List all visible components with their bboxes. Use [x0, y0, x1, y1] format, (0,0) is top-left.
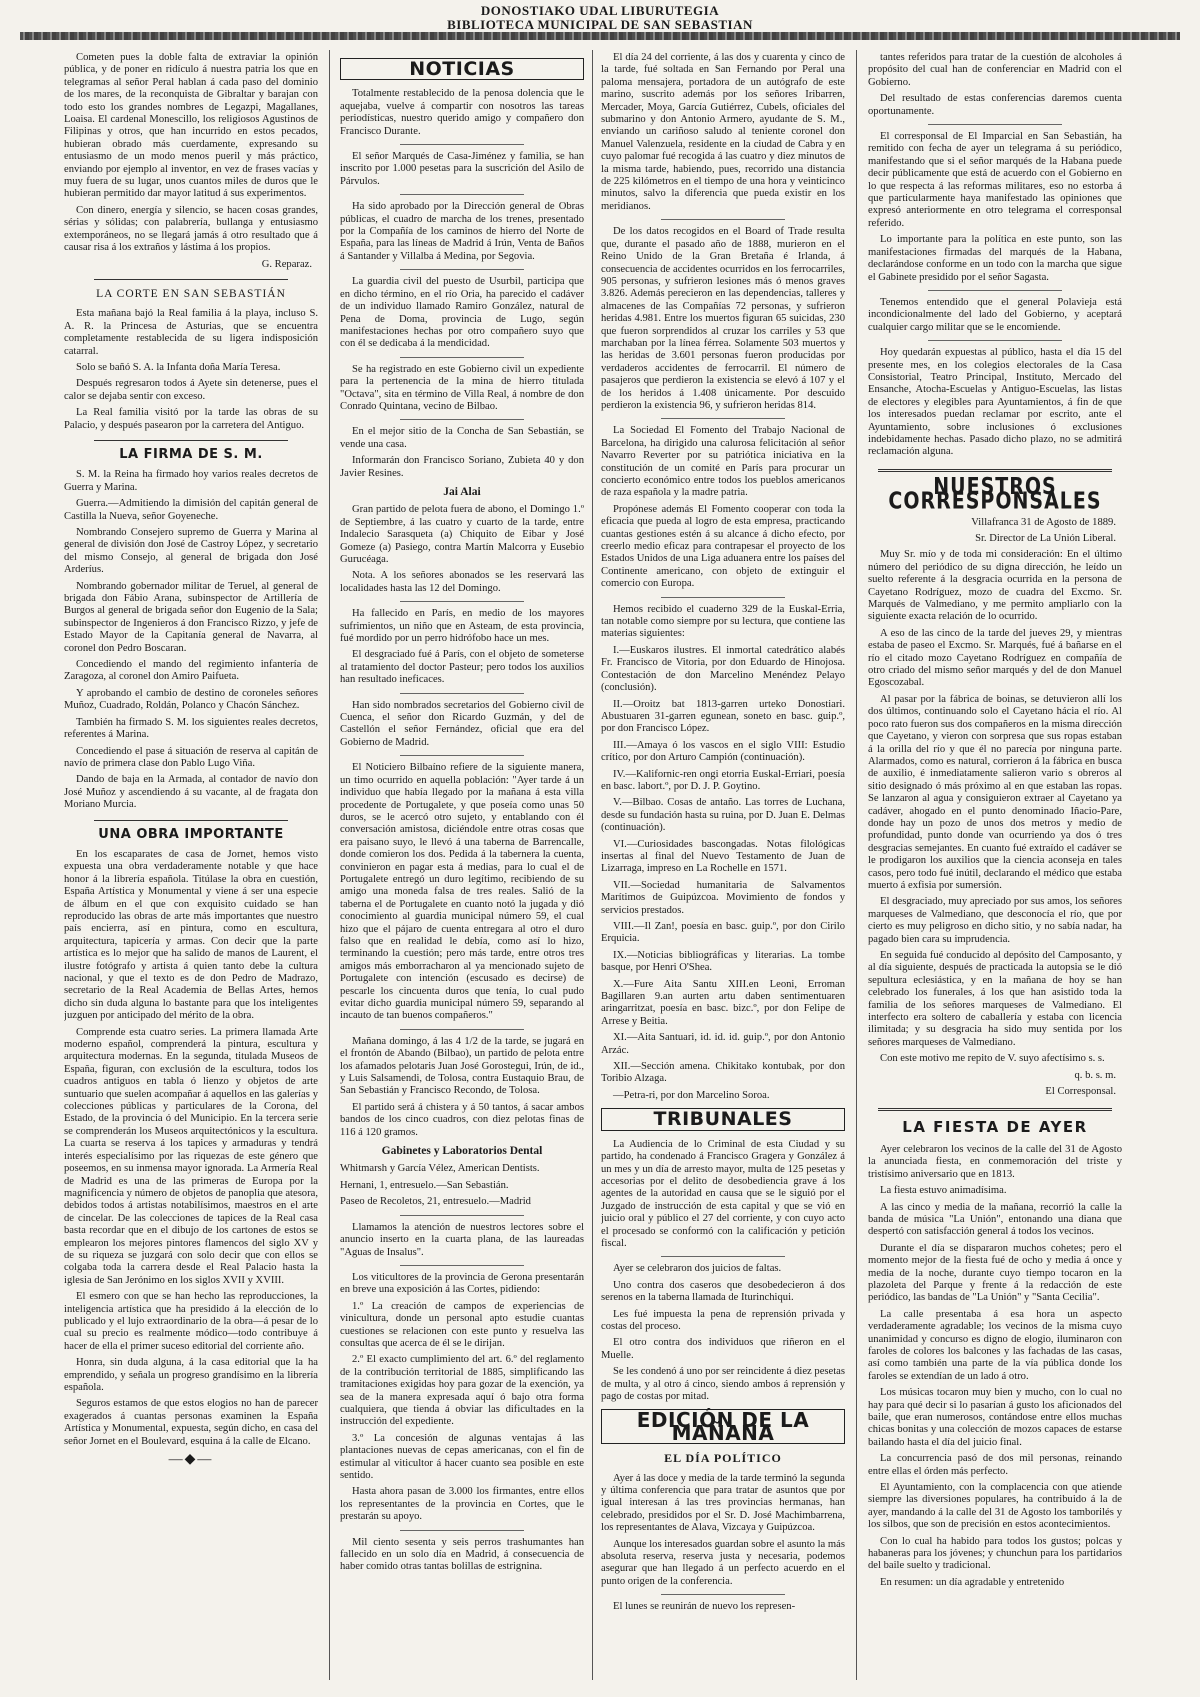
news-item: Llamamos la atención de nuestros lectores sobre el anuncio inserto en la cuarta plana, de las laureadas "Aguas de Insalus".: [340, 1221, 584, 1258]
item-divider: [400, 357, 524, 358]
contents-item: IV.—Kalifornic-ren ongi etorria Euskal-Erriari, poesía en basc. labort.º, por D. J. P. Goytino.: [601, 768, 845, 792]
archive-name: DONOSTIAKO UDAL LIBURUTEGIA: [480, 3, 720, 18]
news-item: Ayer á las doce y media de la tarde terminó la segunda y última conferencia que para tratar de asuntos que por igual interesan á las tres provincias hermanas, han celebrado, presididos por el Sr. D. José Machimbarrena, los representantes de Alava, Vizcaya y Guipúzcoa.: [601, 1472, 845, 1534]
advert-line: Hernani, 1, entresuelo.—San Sebastián.: [340, 1179, 509, 1191]
news-item: Nota. A los señores abonados se les reservará las localidades hasta las 12 del Domingo.: [340, 570, 584, 594]
letter-paragraph: Con este motivo me repito de V. suyo afectísimo s. s.: [880, 1053, 1105, 1065]
news-item: El día 24 del corriente, á las dos y cuarenta y cinco de la tarde, fué soltada en San Fernando por Peral una paloma mensajera, portadora de un autógrafo de este marino, suscrito además por los señores Iribarren, Mercader, Moya, García Gutiérrez, Cubels, oficiales del submarino y don Antonio Armero, ayudante de S. M., enviando un cariñoso saludo al teniente coronel don Manuel Valenzuela, residente en la ciudad de Cabra y en cuyo palomar fué recogida á las cuatro y diez minutos de la misma tarde, habiendo, pues, recorrido una distancia de 225 kilómetros en el tiempo de una hora y veinticinco minutos, salvo la diferencia que pueda existir en los meridianos.: [601, 52, 845, 212]
article-paragraph: Durante el día se dispararon muchos cohetes; pero el momento mejor de la fiesta fué de ocho y media á once y media de la noche, durante cuyo tiempo tocaron en la plazoleta del Parque y frente á la redacción de este periódico, las bandas de "La Unión" y "Santa Cecilia".: [868, 1242, 1122, 1304]
section-heading-firma: LA FIRMA DE S. M.: [119, 446, 263, 462]
article-paragraph: Cometen pues la doble falta de extraviar la opinión pública, y de poner en ridículo á nuestra patria los que en telegramas al señor Peral hablan á cada paso del dominio de los mares, de la reconquista de Gibraltar y barajan con todo esto los grandes nombres de Legazpi, Magallanes, Loaisa. El cardenal Monescillo, los religiosos Agustinos de Filipinas y otros, que han incurrido en estos pecados, hubieran obrado más cuerdamente, expresando su entusiasmo de un modo menos pueril y más práctico, enviando por ejemplo al inventor, en vez de frases vacías y muy fuera de su lugar, unos cuantos miles de duros que le hubieran permitido dar mayor latitud á sus experimentos.: [64, 52, 318, 200]
news-item: Les fué impuesta la pena de reprensión privada y costas del proceso.: [601, 1308, 845, 1332]
article-paragraph: Los músicas tocaron muy bien y mucho, con lo cual no hay para qué decir si lo pasarían á gusto los aficionados del baile, que eran numerosos, contándose entre ellos muchas chicas bonitas y una colección de mozos capaces de estarse bailando hasta el día del juicio final.: [868, 1387, 1122, 1448]
article-paragraph: Seguros estamos de que estos elogios no han de parecer exagerados á cuantas personas examinen la España Artística y Monumental, expuesta, según dicho, en casa del señor Jornet en el Boulevard, esquina á la calle de Elcano.: [64, 1398, 318, 1447]
article-paragraph: Solo se bañó S. A. la Infanta doña María Teresa.: [76, 361, 281, 373]
article-paragraph: El esmero con que se han hecho las reproducciones, la inteligencia artística que ha presidido á la elección de lo publicado y el lujo extraordinario de la obra—á pesar de lo cual su precio es realmente módico—todo contribuye á hacer de ella el primer suceso editorial del corriente año.: [64, 1291, 318, 1352]
article-paragraph: Concediendo el pase á situación de reserva al capitán de navío de primera clase don Pablo Lugo Viña.: [64, 745, 318, 769]
article-paragraph: Honra, sin duda alguna, á la casa editorial que la ha emprendido, y señala un progreso grandísimo en la librería española.: [64, 1357, 318, 1393]
news-item: La Sociedad El Fomento del Trabajo Nacional de Barcelona, ha dirigido una calurosa felicitación al señor Navarro Reverter por su patriótica iniciativa en la constitución de un comité en París para procurar un concierto económico entre todos los pueblos americanos de raza española y la madre patria.: [601, 425, 845, 499]
article-paragraph: Nombrando Consejero supremo de Guerra y Marina al general de división don José de Castroy López, y secretario del mismo Consejo, al general de brigada don José Arderíus.: [64, 527, 318, 576]
news-item: Aunque los interesados guardan sobre el asunto la más absoluta reserva, reserva justa y necesaria, podemos asegurar que han llegado á un perfecto acuerdo en el punto origen de la conferencia.: [601, 1538, 845, 1587]
item-divider: [400, 601, 524, 602]
article-paragraph: Nombrando gobernador militar de Teruel, al general de brigada don Fábio Arana, subinspector de Artillería de Burgos al general de brigada señor don Eugenio de la Sala; subinspector de Ingenieros á don Francisco Rizzo, y jefe de Estado Mayor de la Capitanía general de Navarra, al coronel don Pedro Boscaran.: [64, 580, 318, 654]
news-item: El señor Marqués de Casa-Jiménez y familia, se han inscrito por 1.000 pesetas para la suscrición del Asilo de Párvulos.: [340, 151, 584, 187]
news-item: Del resultado de estas conferencias daremos cuenta oportunamente.: [868, 93, 1122, 117]
column-2: [340, 52, 584, 1677]
article-paragraph: En resumen: un día agradable y entretenido: [880, 1576, 1065, 1588]
news-item: 2.º El exacto cumplimiento del art. 6.º del reglamento de la contribución territorial de 1885, simplificando las tramitaciones exigidas hoy para gozar de la exención, ya sea de la manera expresada aquí ó bajo otra forma cualquiera, que tienda á obviar las dificultades en la instrucción del expediente.: [340, 1354, 584, 1428]
news-item: Ha sido aprobado por la Dirección general de Obras públicas, el cuadro de marcha de los trenes, presentado por la Compañía de los caminos de hierro del Norte de España, para las líneas de Madrid á Irún, Venta de Baños á Santander y Villalba á Medina, por Segovia.: [340, 201, 584, 262]
news-item: El Noticiero Bilbaíno refiere de la siguiente manera, un timo ocurrido en aquella población: "Ayer tarde á un individuo que había llegado por la mañana á esta villa procedente de Portugalete, y que poseía como unas 50 duros, se le acercó otro sujeto, y entablando con él conversación amistosa, diciéndole entre otras cosas que era paisano suyo, le llevó á una taberna de Barrencalle, donde comieron los dos. Pedida á la tabernera la cuenta, convinieron en pagar esta á medias, para lo cual el de Portugalete entregó un duro legítimo, recibiendo de su amigo una moneda falsa de tres reales. Salió de la taberna el de Portugalete en cuanto notó la jugada y dió conocimiento al guardia municipal número 59, el cual hizo que el pájaro de cuenta entregara al otro el duro falso que en realidad le debía, como así lo hizo, terminando la cuestión; pero más tarde, entre otros tres amigos más emborracharon al ya mencionado sujeto de Portugalete con intención (escusado es decirse) de pescarle los cincuenta duros que tenía, lo cual pudo evitar dicho guardia municipal número 59, separando al incauto de tan buenos compañeros.": [340, 762, 584, 1022]
item-divider: [400, 419, 524, 420]
item-divider: [400, 1265, 524, 1266]
section-heading-fiesta: LA FIESTA DE AYER: [902, 1118, 1088, 1137]
item-divider: [928, 290, 1062, 291]
news-item: 3.º La concesión de algunas ventajas á las plantaciones nuevas de cepas americanas, con el fin de estimular al viticultor á hacer cuanto sea posible en este sentido.: [340, 1432, 584, 1481]
news-item: Tenemos entendido que el general Polavieja está incondicionalmente del lado del Gobierno, y aceptará cualquier cargo militar que se le encomiende.: [868, 296, 1122, 333]
letter-salutation: Sr. Director de La Unión Liberal.: [975, 533, 1116, 544]
article-paragraph: Guerra.—Admitiendo la dimisión del capitán general de Castilla la Nueva, señor Goyeneche.: [64, 498, 318, 522]
contents-item: III.—Amaya ó los vascos en el siglo VIII: Estudio crítico, por don Arturo Campión (continuación).: [601, 739, 845, 764]
article-paragraph: La calle presentaba á esa hora un aspecto verdaderamente agradable; los vecinos de la misma cuyo unanimidad y concurso es digno de elogio, iluminaron con faroles de colores los balcones y las fachadas de las casas, así como también una parte de la vía pública donde los faroles se extendían de un lado á otro.: [868, 1308, 1122, 1382]
article-paragraph: Comprende esta cuatro series. La primera llamada Arte moderno español, comprenderá la pintura, escultura y arquitectura modernas. En la segunda, titulada Museos de España, figuran, con exclusión de la escultura, todos los cuadros antiguos en tabla ó lienzo y objetos de arte suntuario que suelen acompañar á aquellos en las galerías y colecciones públicas y particulares de la Corona, del Estado, de la provincia ó del Municipio. En la tercera serie se comprenderán los Museos arquitectónicos y la escultura. La cuarta se reserva á los tapices y armaduras y tendrá interés especialísimo por las riquezas de este género que poseemos, en su inmensa mayor ignorada. La Armería Real de Madrid es una de las primeras de Europa por la magnificencia y número de objetos de panoplia que atesora, debidos todos á artistas notabilísimos, maestros en el arte de cincelar. De las colecciones de tapices de la Real casa basta recordar que en el dibujo de los cartones de estos se emplearon los mejores pintores flamencos del siglo XV y de su riqueza se juzgará con solo decir que con ellos se colgaba toda la carrera desde el Real Palacio hasta la iglesia de San Jerónimo en los siglos XVII y XVIII.: [64, 1026, 318, 1286]
news-item: El corresponsal de El Imparcial en San Sebastián, ha remitido con fecha de ayer un telegrama á su periódico, manifestando que si el señor marqués de la Habana puede decir públicamente que está de acuerdo con el Gobierno en lo que respecta á las reformas militares, eso no estorba á que particularmente haya manifestado las opiniones que expresó anteriormente en otro telegrama el corresponsal referido.: [868, 131, 1122, 229]
news-item: Totalmente restablecido de la penosa dolencia que le aquejaba, vuelve á compartir con nosotros las tareas periodísticas, nuestro querido amigo y compañero don Francisco Durante.: [340, 88, 584, 137]
news-item: Han sido nombrados secretarios del Gobierno civil de Cuenca, el señor don Ricardo Guzmán, y del de Castellón el señor Fernández, oficial que era del Gobierno de Madrid.: [340, 699, 584, 748]
news-item: 1.º La creación de campos de experiencias de vinicultura, donde un personal apto estudie cuantas cuestiones se relacionen con este punto y resuelva las consultas que acerca de él se le dirijan.: [340, 1300, 584, 1349]
end-flourish: —◆—: [168, 1452, 214, 1468]
article-paragraph: Después regresaron todos á Ayete sin detenerse, pues el calor se dejaba sentir con exceso.: [64, 378, 318, 402]
section-divider: [878, 469, 1112, 472]
news-item: Mañana domingo, á las 4 1/2 de la tarde, se jugará en el frontón de Abando (Bilbao), un partido de pelota entre los afamados pelotaris Juan José Gorostegui, Irún, de id., y Luis Salsamendi, de Tolosa, contra Eustaquio Brau, de San Sebastián y Francisco Recondo, de Tolosa.: [340, 1035, 584, 1097]
item-divider: [661, 219, 785, 220]
news-item: Hoy quedarán expuestas al público, hasta el día 15 del presente mes, en los colegios electorales de la Casa Consistorial, Teatro Principal, Instituto, Mercado del Ensanche, Atocha-Escuelas y Antiguo-Escuelas, las listas de electores y elegibles para Ayuntamientos, á fin de que los interesados puedan reclamar por escrito, ante el Ayuntamiento, sobre inclusiones ó exclusiones indebidamente hechas. Pasado dicho plazo, no se admitirá reclamación alguna.: [868, 347, 1122, 458]
article-signature: G. Reparaz.: [261, 258, 312, 270]
news-item: Hemos recibido el cuaderno 329 de la Euskal-Erria, tan notable como siempre por su lectura, que contiene las materias siguientes:: [601, 603, 845, 640]
news-item: De los datos recogidos en el Board of Trade resulta que, durante el pasado año de 1888, murieron en el Reino Unido de la Gran Bretaña é Irlanda, á consecuencia de accidentes ocurridos en los ferrocarriles, 905 personas, y sufrieron lesiones más ó menos graves 3.826. Además perecieron en las dependencias, talleres y almacenes de las Compañías 72 personas, y sufrieron heridas 4.981. Entre los muertos figuran 65 suicidas, 230 que fueron sorprendidos al cruzar los carriles y 53 que marchaban por la línea férrea. Solamente 503 muertos y las heridas de 3.601 personas fueron producidas por verdaderos accidentes de ferrocarril. El número de pasajeros que perdieron la existencia se elevó á 107 y el de los heridos á 1.408 únicamente. Por descuido perdieron la existencia 96, y sufrieron heridas 814.: [601, 226, 845, 411]
article-paragraph: También ha firmado S. M. los siguientes reales decretos, referentes á Marina.: [64, 716, 318, 741]
item-divider: [400, 1029, 524, 1030]
item-divider: [928, 124, 1062, 125]
library-name: BIBLIOTECA MUNICIPAL DE SAN SEBASTIAN: [447, 17, 753, 32]
letter-signature: El Corresponsal.: [1045, 1086, 1116, 1098]
news-item: El desgraciado fué á París, con el objeto de someterse al tratamiento del doctor Pasteur; pero todos los auxilios han resultado ineficaces.: [340, 649, 584, 686]
contents-item: XI.—Aita Santuari, id. id. id. guip.º, por don Antonio Arzác.: [601, 1032, 845, 1056]
news-item: Informarán don Francisco Soriano, Zubieta 40 y don Javier Resines.: [340, 455, 584, 479]
article-paragraph: La fiesta estuvo animadísima.: [880, 1185, 1007, 1197]
letter-paragraph: Muy Sr. mío y de toda mi consideración: En el último número del periódico de su digna dirección, he leído un suelto referente á la desgracia ocurrida en la persona de Cayetano Rodríguez, mozo de cuadra del Excmo. Sr. Marqués de Valmediano, y me permito ampliarlo con la siguiente exacta relación de lo ocurrido.: [868, 549, 1122, 623]
section-divider: [94, 440, 288, 441]
letter-closing: q. b. s. m.: [1074, 1069, 1116, 1081]
contents-item: VIII.—Il Zan!, poesía en basc. guip.º, por don Cirilo Erquicia.: [601, 921, 845, 945]
article-paragraph: En los escaparates de casa de Jornet, hemos visto expuesta una obra verdaderamente notable y que hace honor á la librería española. Titúlase la obra en cuestión, España Artística y Monumental y viene á ser una especie de álbum en el que con exquisito cuidado se han reproducido las obras de arte más importantes que nuestro país encierra, así en pintura, como en escultura, arquitectura, tapicería y armas. Con decir que la parte artística es lo mejor que ha salido de manos de Laurent, el ilustre fotógrafo y artista á quien tanto debe la cultura nacional, y que el texto es de don Pedro de Madrazo, secretario de la Real Academia de Bellas Artes, hemos dicho sin duda alguna lo bastante para que los inteligentes juzguen por anticipado del mérito de la obra.: [64, 848, 318, 1022]
column-3: [601, 52, 845, 1677]
item-divider: [400, 1530, 524, 1531]
section-heading-corte: LA CORTE EN SAN SEBASTIÁN: [96, 287, 286, 300]
article-paragraph: La Real familia visitó por la tarde las obras de su Palacio, y después pasearon por la carretera del Antiguo.: [64, 407, 318, 431]
news-item: Uno contra dos caseros que desobedecieron á dos serenos en la taberna llamada de Iturinchiqui.: [601, 1279, 845, 1304]
advert-line: Whitmarsh y García Vélez, American Dentists.: [340, 1163, 540, 1175]
section-heading-noticias: NOTICIAS: [340, 58, 584, 80]
news-item: La Audiencia de lo Criminal de esta Ciudad y su partido, ha condenado á Francisco Gragera y González á un mes y un día de arresto mayor, multa de 125 pesetas y accesorias por el delito de desobediencia grave á los agentes de la autoridad en causa que se le siguió por el Juzgado de instrucción de esta capital y que se vió en juicio oral y público el 27 del corriente, y con cuyo acto el procesado se conformó con la calificación y petición fiscal.: [601, 1138, 845, 1249]
news-item: El lunes se reunirán de nuevo los represen-: [613, 1601, 796, 1613]
article-paragraph: Con dinero, energía y silencio, se hacen cosas grandes, sérias y sólidas; con palabrería, bullanga y entusiasmo extemporáneos, no se llegará jamás á otro resultado que á causar risa á los extraños y lástima á los propios.: [64, 204, 318, 254]
letter-paragraph: A eso de las cinco de la tarde del jueves 29, y mientras estaba de paseo el Excmo. Sr. Marqués, fué á bañarse en el río el citado mozo Cayetano Rodríguez en compañía de otro criado del mismo señor marqués y del de don Manuel Egoscozabal.: [868, 627, 1122, 689]
column-1: [64, 52, 318, 1677]
article-paragraph: Y aprobando el cambio de destino de coroneles señores Muñoz, Cuadrado, Roldán, Polanco y Chacón Sánchez.: [64, 687, 318, 712]
article-paragraph: La concurrencia pasó de dos mil personas, reinando entre ellas el órden más perfecto.: [868, 1453, 1122, 1477]
article-paragraph: Dando de baja en la Armada, al contador de navío don José Muñoz y ascendiendo á su vacante, al de fragata don Moriano Murcia.: [64, 774, 318, 811]
section-heading-jai-alai: Jai Alai: [443, 485, 481, 498]
item-divider: [661, 1256, 785, 1257]
news-item: El partido será á chistera y á 50 tantos, á sacar ambos bandos de los cinco cuadros, con diez pelotas finas de 116 á 120 gramos.: [340, 1101, 584, 1138]
letter-dateline: Villafranca 31 de Agosto de 1889.: [971, 516, 1116, 528]
item-divider: [400, 194, 524, 195]
letter-paragraph: El desgraciado, muy apreciado por sus amos, los señores marqueses de Valmediano, que desconocía el río, que por cierto es muy peligroso en dicho sitio, y no sabía nadar, ha pagado bien cara su imprudencia.: [868, 896, 1122, 945]
contents-item: II.—Oroitz bat 1813-garren urteko Donostiari. Abustuaren 31-garren egunean, soneto en basc. guip.º, por don Francisco López.: [601, 698, 845, 735]
archive-header: [0, 4, 1200, 32]
section-heading-obra: UNA OBRA IMPORTANTE: [98, 826, 284, 842]
article-paragraph: El Ayuntamiento, con la complacencia con que atiende siempre las diversiones populares, ha contribuido á la de ayer, mandando á la calle del 31 de Agosto los tamborilés y los silbos, que son de precisión en estos acontecimientos.: [868, 1482, 1122, 1531]
section-heading-edicion: EDICIÓN DE LA MAÑANA: [601, 1409, 845, 1444]
news-item: En el mejor sitio de la Concha de San Sebastián, se vende una casa.: [340, 426, 584, 450]
item-divider: [400, 144, 524, 145]
item-divider: [928, 340, 1062, 341]
section-divider: [878, 1108, 1112, 1111]
letter-paragraph: En seguida fué conducido al depósito del Camposanto, y al día siguiente, después de practicada la autopsia se le dió sepultura eclesiástica, y en la mañana de hoy se han celebrado los funerales, á los que han asistido toda la familia de los señores marqueses de Valmediano. El interfecto era soltero de caballería y estaba con licencia ilimitada; y su desgracia ha sido muy sentida por los señores marqueses de Valmediano.: [868, 950, 1122, 1048]
section-divider: [94, 820, 288, 821]
news-item: Mil ciento sesenta y seis perros trashumantes han fallecido en un solo día en Madrid, á consecuencia de haber comido otras tantas bolillas de estrignina.: [340, 1536, 584, 1573]
news-item: Se ha registrado en este Gobierno civil un expediente para la pertenencia de la mina de hierro titulada "Octava", sita en término de Villa Real, á nombre de don Conrado Quintana, vecino de Bilbao.: [340, 363, 584, 412]
contents-item: I.—Euskaros ilustres. El inmortal catedrático alabés Fr. Francisco de Vitoria, por don Eduardo de Hinojosa. Contestación de don Marcelino Menéndez Pelayo (conclusión).: [601, 644, 845, 694]
contents-item: XII.—Sección amena. Chikitako kontubak, por don Toribio Alzaga.: [601, 1061, 845, 1085]
news-item: tantes referidos para tratar de la cuestión de alcoholes á propósito del cual han de conferenciar en Madrid con el Gobierno.: [868, 52, 1122, 88]
item-divider: [400, 693, 524, 694]
contents-item: —Petra-ri, por don Marcelino Soroa.: [613, 1089, 770, 1101]
news-item: Hasta ahora pasan de 3.000 los firmantes, entre ellos los representantes de la provincia en Cortes, que le prestarán su apoyo.: [340, 1486, 584, 1523]
news-item: Los viticultores de la provincia de Gerona presentarán en breve una exposición á las Cortes, pidiendo:: [340, 1271, 584, 1296]
section-divider: [94, 279, 288, 280]
section-heading-tribunales: TRIBUNALES: [601, 1108, 845, 1130]
article-paragraph: Con lo cual ha habido para todos los gustos; polcas y habaneras para los jóvenes; y chunchun para los partidarios del baile suelto y tradicional.: [868, 1535, 1122, 1572]
column-rule: [856, 50, 857, 1680]
section-heading-corresponsales: NUESTROS CORRESPONSALES: [888, 473, 1102, 515]
news-item: Propónese además El Fomento cooperar con toda la eficacia que pueda al logro de esta empresa, practicando cuantas gestiones estén á su alcance á dicho efecto, por creerlo medio eficaz para contrapesar el proyecto de los Estados Unidos de una Liga aduanera entre los países del Continente americano, con objeto de extinguir el comercio con Europa.: [601, 503, 845, 590]
article-paragraph: Ayer celebraron los vecinos de la calle del 31 de Agosto la anunciada fiesta, en conmemoración del triste y tristísimo aniversario que en 1813.: [868, 1143, 1122, 1180]
item-divider: [661, 418, 785, 419]
advert-line: Paseo de Recoletos, 21, entresuelo.—Madrid: [340, 1196, 531, 1208]
article-paragraph: Esta mañana bajó la Real familia á la playa, incluso S. A. R. la Princesa de Asturias, que se encuentra completamente restablecida de su ligera indisposición catarral.: [64, 308, 318, 357]
column-rule: [329, 50, 330, 1680]
masthead-band: [20, 32, 1180, 40]
column-rule: [592, 50, 593, 1680]
item-divider: [661, 1594, 785, 1595]
contents-item: VI.—Curiosidades bascongadas. Notas filológicas insertas al final del Nuevo Testamento de Juan de Lizarraga, impreso en La Rochelle en 1571.: [601, 838, 845, 875]
contents-item: VII.—Sociedad humanitaria de Salvamentos Marítimos de Guipúzcoa. Movimiento de fondos y servicios prestados.: [601, 879, 845, 916]
news-item: Ha fallecido en París, en medio de los mayores sufrimientos, un niño que en Asteam, de esta provincia, fué mordido por un perro hidrófobo hace un mes.: [340, 608, 584, 645]
item-divider: [400, 1215, 524, 1216]
news-item: Gran partido de pelota fuera de abono, el Domingo 1.º de Septiembre, á las cuatro y cuarto de la tarde, entre Indalecio Sarasqueta (a) Chiquito de Eibar y José Gomeze (a) Pasiego, contra Martín Malcorra y Eusebio Gurucéaga.: [340, 504, 584, 565]
article-paragraph: A las cinco y media de la mañana, recorrió la calle la banda de música "La Unión", entonando una diana que despertó con satisfacción general á todos los vecinos.: [868, 1201, 1122, 1238]
article-paragraph: S. M. la Reina ha firmado hoy varios reales decretos de Guerra y Marina.: [64, 469, 318, 493]
contents-item: X.—Fure Aita Santu XIII.en Leoni, Erroman Bagillaren 9.an aurten artu daben sentimentuaren aringarritzat, poesía en basc. bizc.º, por don Felipe de Arrese y Beitia.: [601, 978, 845, 1027]
section-heading-gabinetes: Gabinetes y Laboratorios Dental: [381, 1145, 543, 1158]
news-item: Ayer se celebraron dos juicios de faltas.: [613, 1263, 782, 1275]
item-divider: [400, 269, 524, 270]
item-divider: [661, 597, 785, 598]
item-divider: [400, 755, 524, 756]
article-paragraph: Concediendo el mando del regimiento infantería de Zaragoza, al coronel don Amiro Paifueta.: [64, 659, 318, 683]
news-item: La guardia civil del puesto de Usurbil, participa que en dicho término, en el río Oria, ha parecido el cadáver de un individuo llamado Ramiro González, natural de Pena de Doma, provincia de Lugo, según manifestaciones hechas por otro compañero suyo que con él se dedicaba á la mendicidad.: [340, 276, 584, 350]
news-item: Se les condenó á uno por ser reincidente á diez pesetas de multa, y al otro á cinco, siendo ambos á reprensión y pago de costas por mitad.: [601, 1366, 845, 1402]
news-item: Lo importante para la política en este punto, son las manifestaciones firmadas del marqués de la Habana, declarándose conforme en un todo con la marcha que sigue el Gabinete presidido por el señor Sagasta.: [868, 234, 1122, 283]
letter-paragraph: Al pasar por la fábrica de boinas, se detuvieron allí los dos últimos, continuando solo el Cayetano hácia el río. Al poco rato fueron sus dos compañeros en la misma dirección que Cayetano, y vieron con sorpresa que sus ropas estaban á la orilla del río y que él no parecía por ninguna parte. Alarmados, como es natural, corrieron á la fábrica en busca de auxilio, é inmediatamente salieron vario s obreros al sitio designado ó más próximo al en que estaban las ropas. Se lanzaron al agua y consiguieron extraer al Cayetano ya cadáver, ahogado en el punto denominado Iñacio-Pare, donde hay un pozo de unos dos metros y medio de profundidad, punto donde van ocurriendo ya dos ó tres desgracias semejantes. En cuanto fué extraído el cadáver se le prodigaron los auxilios que la ciencia aconseja en tales casos, pero todo fué inútil, declarando el médico que estaba muerto á exfisia por sumersión.: [868, 693, 1122, 891]
contents-item: V.—Bilbao. Cosas de antaño. Las torres de Luchana, desde su fundación hasta su ruina, por D. Juan E. Delmas (continuación).: [601, 797, 845, 834]
contents-item: IX.—Noticias bibliográficas y literarias. La tombe basque, por Henri O'Shea.: [601, 949, 845, 974]
news-item: El otro contra dos individuos que riñeron en el Muelle.: [601, 1337, 845, 1361]
section-subheading-politico: EL DÍA POLÍTICO: [664, 1451, 782, 1466]
column-4: [868, 52, 1122, 1677]
